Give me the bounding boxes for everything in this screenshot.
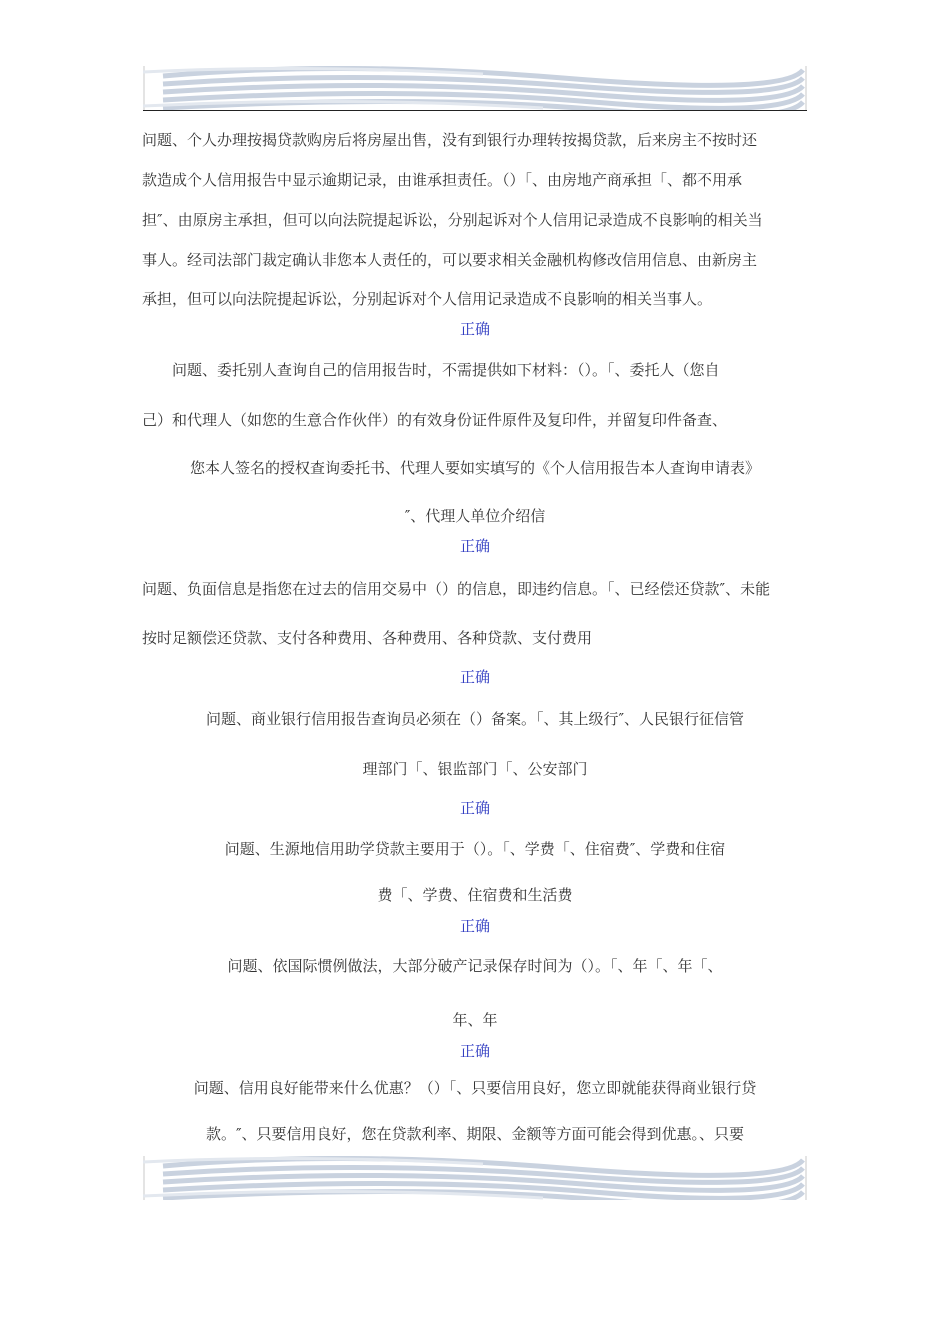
header-wave-banner-icon <box>143 66 807 110</box>
footer-banner <box>143 1156 807 1200</box>
q1-answer: 正确 <box>459 320 490 338</box>
q6-answer: 正确 <box>459 1042 490 1060</box>
q7-line-1: 问题、信用良好能带来什么优惠？（）「、只要信用良好，您立即就能获得商业银行贷 <box>193 1079 757 1097</box>
q2-line-4: ″、代理人单位介绍信 <box>404 507 546 525</box>
q4-line-1: 问题、商业银行信用报告查询员必须在（）备案。「、其上级行″、人民银行征信管 <box>205 710 745 728</box>
q5-answer: 正确 <box>459 917 490 935</box>
q4-line-2: 理部门「、银监部门「、公安部门 <box>362 760 588 778</box>
q5-line-2: 费「、学费、住宿费和生活费 <box>377 886 573 904</box>
q1-line-4: 事人。经司法部门裁定确认非您本人责任的，可以要求相关金融机构修改信用信息、由新房主 <box>142 251 758 269</box>
q2-answer: 正确 <box>459 537 490 555</box>
q2-line-3: 您本人签名的授权查询委托书、代理人要如实填写的《个人信用报告本人查询申请表》 <box>189 459 760 477</box>
q4-answer: 正确 <box>459 799 490 817</box>
q1-line-3: 担″、由原房主承担，但可以向法院提起诉讼，分别起诉对个人信用记录造成不良影响的相关当 <box>142 211 763 229</box>
q6-line-1: 问题、依国际惯例做法，大部分破产记录保存时间为（）。「、年「、年「、 <box>227 957 723 975</box>
q1-line-5: 承担，但可以向法院提起诉讼，分别起诉对个人信用记录造成不良影响的相关当事人。 <box>142 290 713 308</box>
q3-answer: 正确 <box>459 668 490 686</box>
q5-line-1: 问题、生源地信用助学贷款主要用于（）。「、学费「、住宿费″、学费和住宿 <box>224 840 726 858</box>
q6-line-2: 年、年 <box>452 1011 498 1029</box>
q3-line-1: 问题、负面信息是指您在过去的信用交易中（）的信息，即违约信息。「、已经偿还贷款″、未能 <box>142 580 771 598</box>
q7-line-2: 款。″、只要信用良好，您在贷款利率、期限、金额等方面可能会得到优惠。、只要 <box>205 1125 745 1143</box>
q1-line-2: 款造成个人信用报告中显示逾期记录，由谁承担责任。（）「、由房地产商承担「、都不用承 <box>142 171 743 189</box>
header-banner <box>143 66 807 110</box>
q1-line-1: 问题、个人办理按揭贷款购房后将房屋出售，没有到银行办理转按揭贷款，后来房主不按时还 <box>142 131 758 149</box>
q2-line-1: 问题、委托别人查询自己的信用报告时，不需提供如下材料：（）。「、委托人（您自 <box>172 361 720 379</box>
footer-wave-banner-icon <box>143 1156 807 1200</box>
q3-line-2: 按时足额偿还贷款、支付各种费用、各种费用、各种贷款、支付费用 <box>142 629 593 647</box>
header-rule <box>143 110 807 111</box>
q2-line-2: 己）和代理人（如您的生意合作伙伴）的有效身份证件原件及复印件，并留复印件备查、 <box>142 411 728 429</box>
